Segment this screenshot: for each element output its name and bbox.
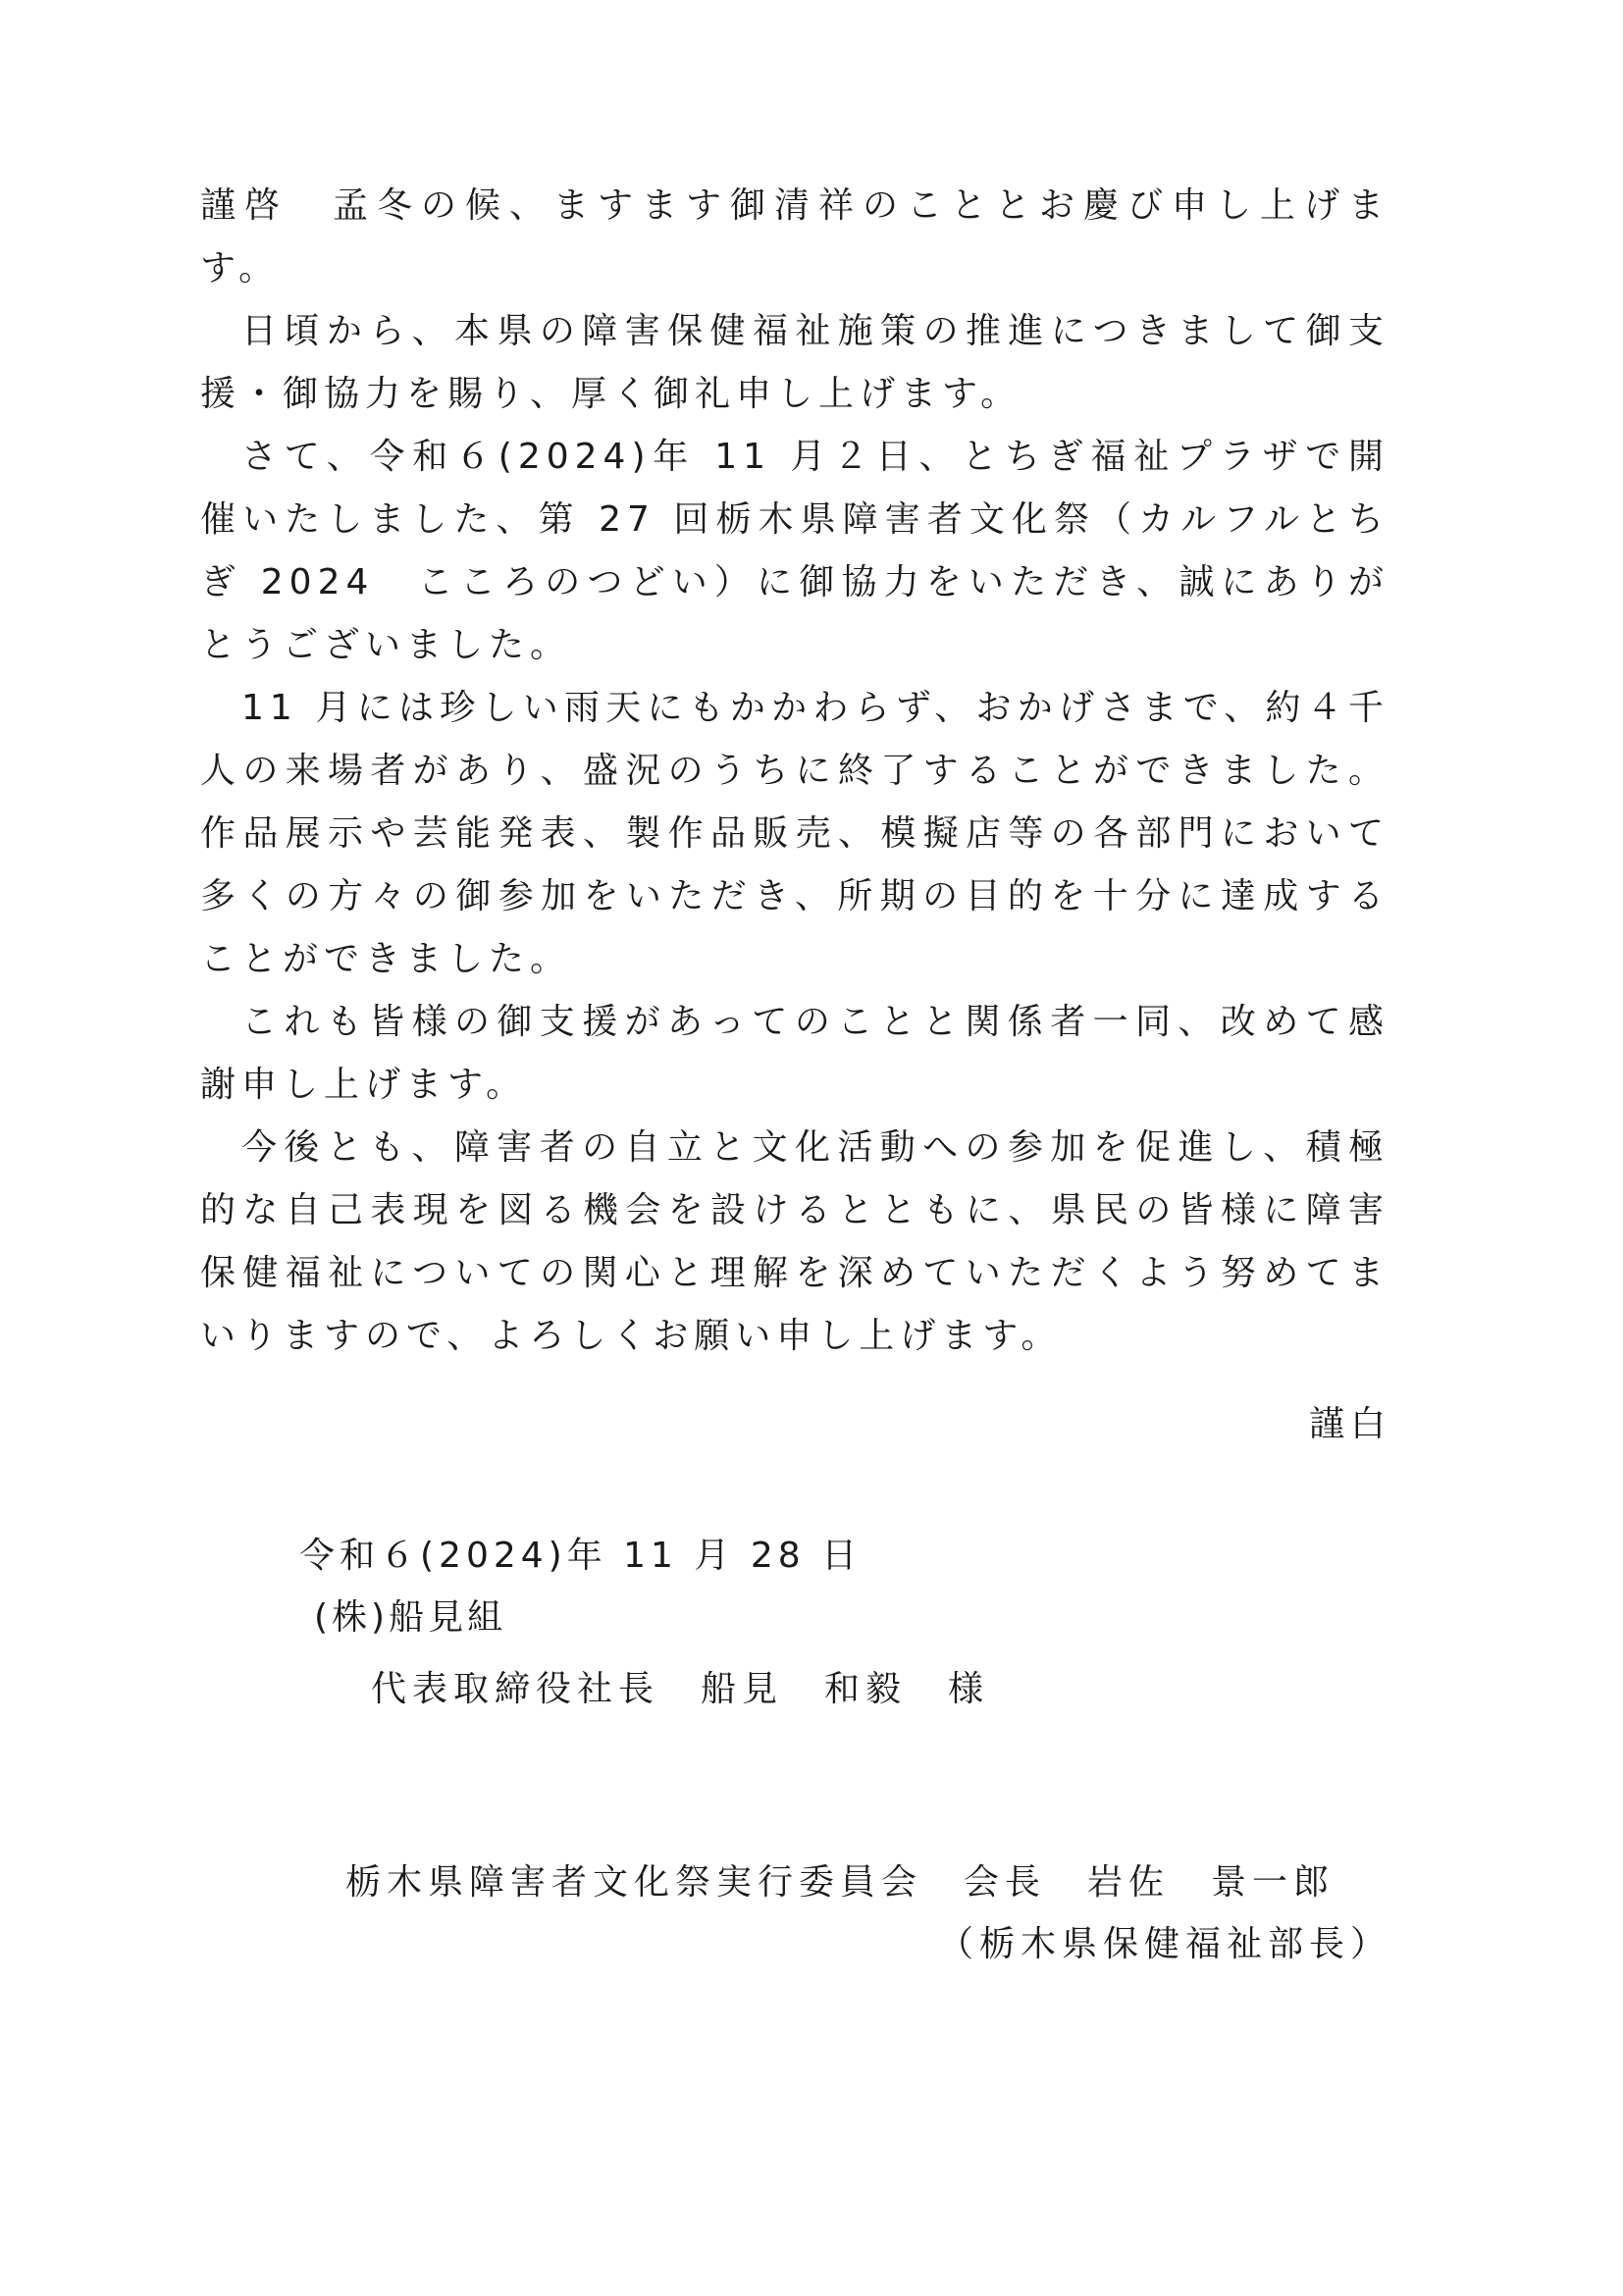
opening-paragraph: 謹啓 孟冬の候、ますます御清祥のこととお慶び申し上げます。 <box>200 185 1389 288</box>
attendance-paragraph: 11 月には珍しい雨天にもかかわらず、おかげさまで、約４千人の来場者があり、盛況のうちに終了することができました。作品展示や芸能発表、製作品販売、模擬店等の各部門において多くの方々の御参加をいただき、所期の目的を十分に達成することができました。 <box>200 688 1389 979</box>
closing-word: 謹白 <box>1308 1404 1391 1444</box>
recipient-name: 代表取締役社長 船見 和毅 様 <box>371 1669 990 1709</box>
recipient-company: (株)船見組 <box>314 1597 507 1638</box>
letter-body <box>200 175 1389 1368</box>
gratitude-paragraph: 日頃から、本県の障害保健福祉施策の推進につきまして御支援・御協力を賜り、厚く御礼申し上げます。 <box>200 311 1389 414</box>
sender-title: （栃木県保健福祉部長） <box>937 1924 1391 1964</box>
thanks-paragraph: これも皆様の御支援があってのことと関係者一同、改めて感謝申し上げます。 <box>200 1002 1389 1105</box>
letter-date: 令和６(2024)年 11 月 28 日 <box>299 1536 863 1576</box>
sender-name: 栃木県障害者文化祭実行委員会 会長 岩佐 景一郎 <box>345 1862 1335 1903</box>
event-paragraph: さて、令和６(2024)年 11 月２日、とちぎ福祉プラザで開催いたしました、第 27 回栃木県障害者文化祭（カルフルとちぎ 2024 こころのつどい）に御協力をいただき、誠にありがとうございました。 <box>200 437 1389 665</box>
future-paragraph: 今後とも、障害者の自立と文化活動への参加を促進し、積極的な自己表現を図る機会を設けるとともに、県民の皆様に障害保健福祉についての関心と理解を深めていただくよう努めてまいりますので、よろしくお願い申し上げます。 <box>200 1127 1389 1356</box>
